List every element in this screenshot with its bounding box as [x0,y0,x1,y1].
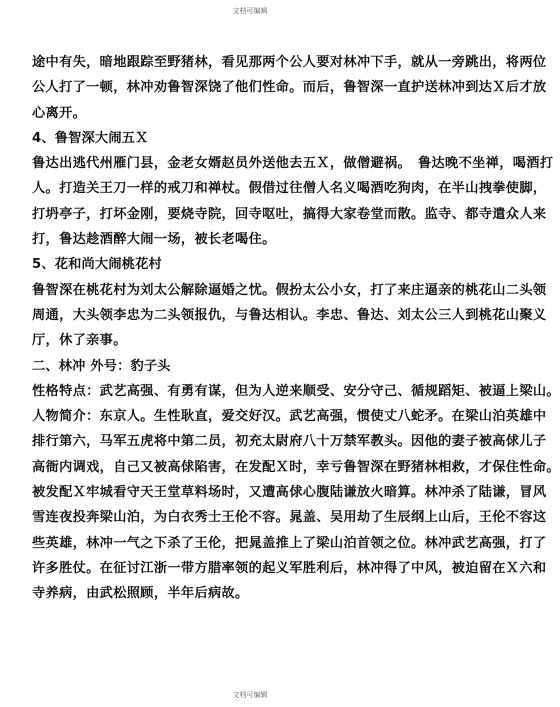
page-header: 文档可编辑 [232,7,268,15]
text-line: 厅，休了亲事。 [32,333,127,349]
text-line: 被发配Ｘ牢城看守天王堂草料场时，又遭高俅心腹陆谦放火暗算。林冲杀了陆谦，冒风 [32,485,547,501]
text-line: 打，鲁达趁酒醉大闹一场，被长老喝住。 [32,232,276,248]
section-heading: 5、花和尚大闹桃花村 [32,257,162,273]
section-heading: 二、林冲 外号：豹子头 [32,358,171,374]
text-line: 鲁智深在桃花村为刘太公解除逼婚之忧。假扮太公小女，打了来庄逼亲的桃花山二头领 [32,282,547,298]
text-line: 途中有失，暗地跟踪至野猪林，看见那两个公人要对林冲下手，就从一旁跳出，将两位 [32,55,547,70]
text-line: 心离开。 [32,105,87,121]
text-line: 许多胜仗。在征讨江浙一带方腊率领的起义军胜利后，林冲得了中风，被迫留在Ｘ六和 [32,560,547,576]
text-line: 打坍亭子，打坏金刚，要烧寺院，回寺呕吐，搞得大家卷堂而散。监寺、都寺遣众人来 [32,206,547,222]
text-line: 鲁达出逃代州雁门县，金老女婿赵员外送他去五Ｘ，做僧避祸。 鲁达晚不坐禅，喝酒打 [32,156,554,172]
text-line: 高衙内调戏，自己又被高俅陷害，在发配Ｘ时，幸亏鲁智深在野猪林相救，才保住性命。 [32,459,560,475]
text-line: 人。打造关王刀一样的戒刀和禅杖。假借过往僧人名义喝酒吃狗肉，在半山拽拳使脚， [32,181,547,197]
text-line: 些英雄，林冲一气之下杀了王伦，把晁盖推上了梁山泊首领之位。林冲武艺高强，打了 [32,535,547,551]
text-line: 雪连夜投奔梁山泊，为白衣秀士王伦不容。晁盖、吴用劫了生辰纲上山后，王伦不容这 [32,510,547,526]
section-heading: 4、鲁智深大闹五Ｘ [32,130,149,146]
document-body [32,50,560,607]
text-line: 寺养病，由武松照顾，半年后病故。 [32,586,249,602]
text-line: 性格特点：武艺高强、有勇有谋，但为人逆来顺受、安分守己、循规蹈矩、被逼上梁山。 [32,383,560,399]
text-line: 排行第六，马军五虎将中第二员，初充太尉府八十万禁军教头。因他的妻子被高俅儿子 [32,434,547,450]
text-line: 人物简介：东京人。生性耿直，爱交好汉。武艺高强，惯使丈八蛇矛。在梁山泊英雄中 [32,409,547,425]
text-line: 公人打了一顿，林冲劝鲁智深饶了他们性命。而后，鲁智深一直护送林冲到达Ｘ后才放 [32,80,547,96]
text-line: 周通，大头领李忠为二头领报仇，与鲁达相认。李忠、鲁达、刘太公三人到桃花山聚义 [32,307,547,323]
page-footer: 文档可编辑 [232,691,268,699]
